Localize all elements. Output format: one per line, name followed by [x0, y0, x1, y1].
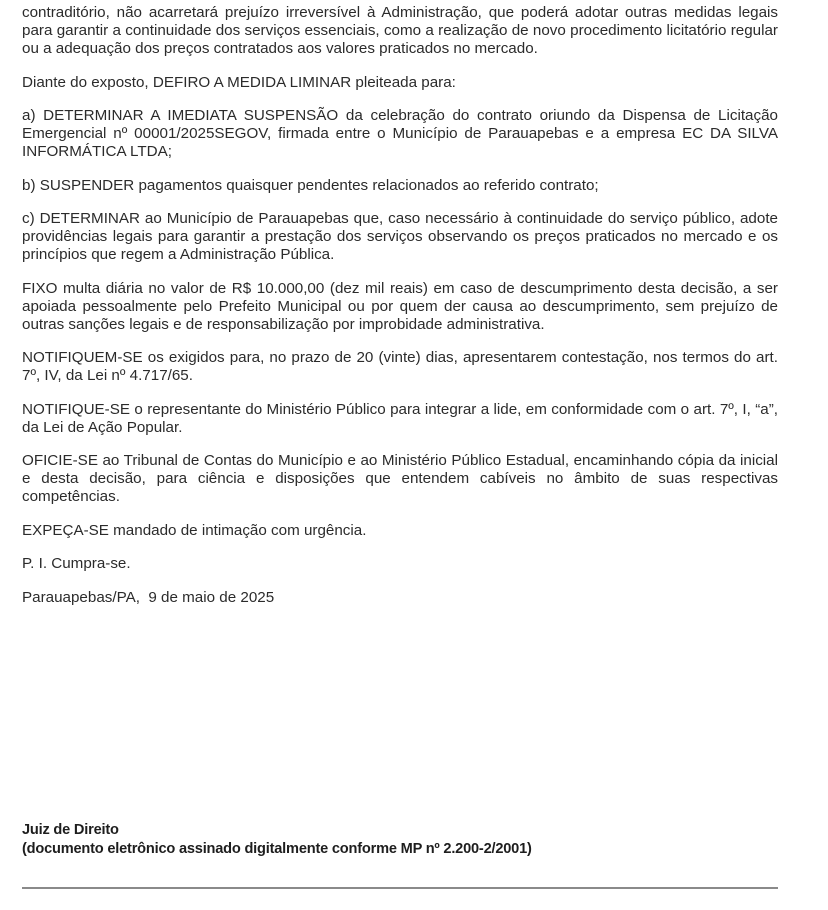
signature-note: (documento eletrônico assinado digitalmente conforme MP nº 2.200-2/2001) [22, 841, 532, 857]
horizontal-divider [22, 887, 778, 889]
paragraph-notifiquem: NOTIFIQUEM-SE os exigidos para, no prazo de 20 (vinte) dias, apresentarem contestação, nos termos do art. 7º, IV, da Lei nº 4.717/65. [22, 349, 778, 384]
signature-title: Juiz de Direito [22, 822, 119, 838]
paragraph-cumpra-se: P. I. Cumpra-se. [22, 555, 131, 572]
document-body [22, 4, 778, 622]
signature-block [22, 821, 782, 859]
paragraph-defiro-liminar: Diante do exposto, DEFIRO A MEDIDA LIMINAR pleiteada para: [22, 73, 456, 91]
paragraph-oficie: OFICIE-SE ao Tribunal de Contas do Município e ao Ministério Público Estadual, encaminhando cópia da inicial e desta decisão, para ciência e disposições que entendem cabíveis no âmbito de suas respectivas competências. [22, 452, 778, 505]
place-date: Parauapebas/PA, 9 de maio de 2025 [22, 588, 275, 606]
paragraph-notifique: NOTIFIQUE-SE o representante do Ministério Público para integrar a lide, em conformidade com o art. 7º, I, “a”, da Lei de Ação Popular. [22, 400, 778, 436]
paragraph-item-b: b) SUSPENDER pagamentos quaisquer pendentes relacionados ao referido contrato; [22, 176, 599, 194]
paragraph-multa: FIXO multa diária no valor de R$ 10.000,00 (dez mil reais) em caso de descumprimento desta decisão, a ser apoiada pessoalmente pelo Prefeito Municipal ou por quem der causa ao descumprimento, sem prejuízo de outras sanções legais e de responsabilização por improbidade administrativa. [22, 279, 778, 333]
paragraph-item-c: c) DETERMINAR ao Município de Parauapebas que, caso necessário à continuidade do serviço público, adote providências legais para garantir a prestação dos serviços observando os preços praticados no mercado e os princípios que regem a Administração Pública. [22, 210, 778, 263]
paragraph-expeca: EXPEÇA-SE mandado de intimação com urgência. [22, 521, 367, 539]
paragraph-item-a: a) DETERMINAR A IMEDIATA SUSPENSÃO da celebração do contrato oriundo da Dispensa de Licitação Emergencial nº 00001/2025SEGOV, firmada entre o Município de Parauapebas e a empresa EC DA SILVA INFORMÁTICA LTDA; [22, 107, 778, 160]
paragraph-contraditorio: contraditório, não acarretará prejuízo irreversível à Administração, que poderá adotar outras medidas legais para garantir a continuidade dos serviços essenciais, como a realização de novo procedimento licitatório regular ou a adequação dos preços contratados aos valores praticados no mercado. [22, 4, 778, 57]
